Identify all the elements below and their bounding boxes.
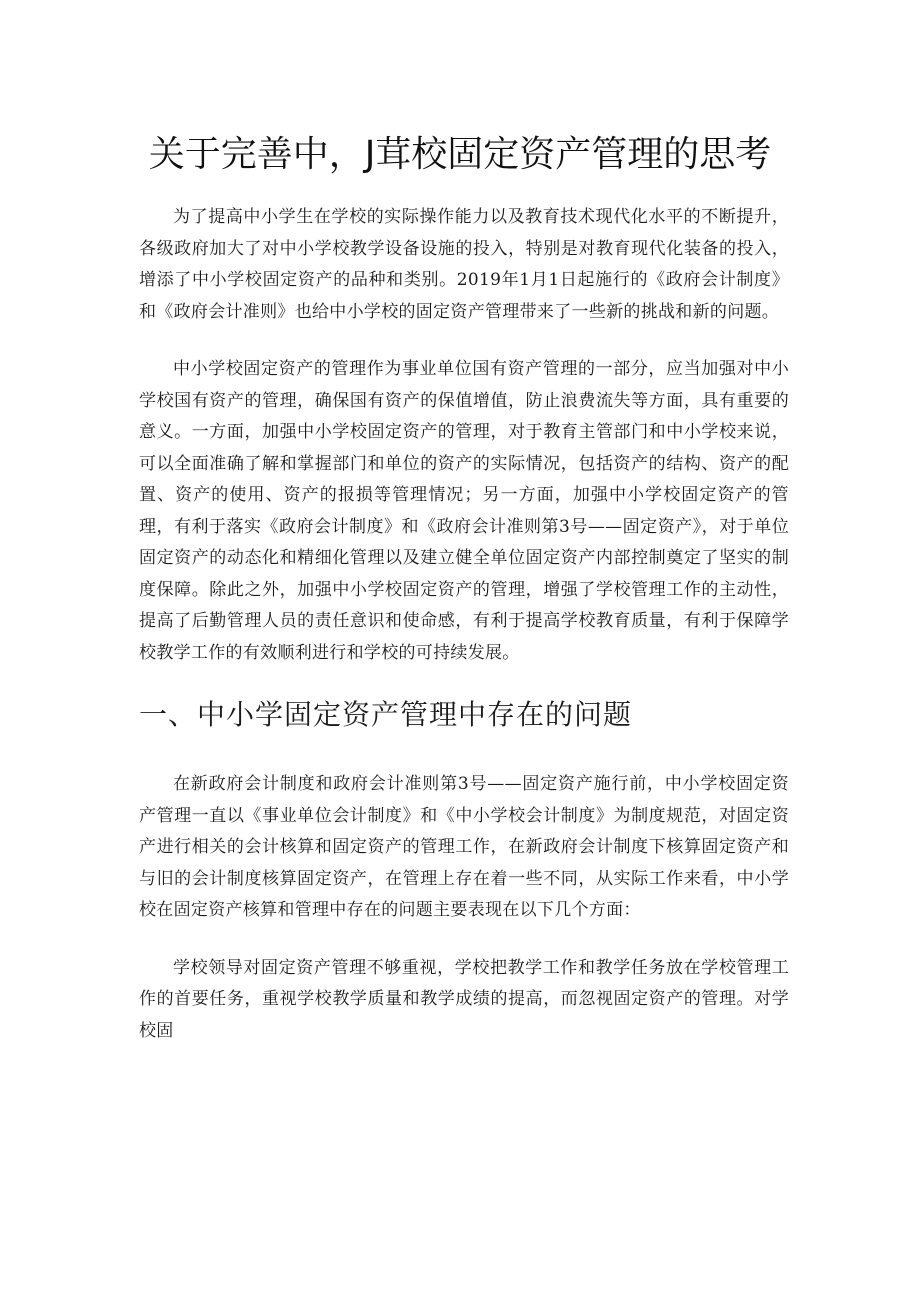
intro-paragraph-2: 中小学校固定资产的管理作为事业单位国有资产管理的一部分，应当加强对中小学校国有资产的管理，确保国有资产的保值增值，防止浪费流失等方面，具有重要的意义。一方面，加强中小学校固定资产的管理，对于教育主管部门和中小学校来说，可以全面准确了解和掌握部门和单位的资产的实际情况，包括资产的结构、资产的配置、资产的使用、资产的报损等管理情况；另一方面，加强中小学校固定资产的管理，有利于落实《政府会计制度》和《政府会计准则第3号——固定资产》，对于单位固定资产的动态化和精细化管理以及建立健全单位固定资产内部控制奠定了坚实的制度保障。除此之外，加强中小学校固定资产的管理，增强了学校管理工作的主动性，提高了后勤管理人员的责任意识和使命感，有利于提高学校教育质量，有利于保障学校教学工作的有效顺利进行和学校的可持续发展。 xyxy=(139,359,789,663)
section-heading-1: 一、中小学固定资产管理中存在的问题 xyxy=(139,698,633,731)
intro-paragraph-1: 为了提高中小学生在学校的实际操作能力以及教育技术现代化水平的不断提升，各级政府加大了对中小学校教学设备设施的投入，特别是对教育现代化装备的投入，增添了中小学校固定资产的品种和类别。2019年1月1日起施行的《政府会计制度》和《政府会计准则》也给中小学校的固定资产管理带来了一些新的挑战和新的问题。 xyxy=(139,207,789,322)
section-1-paragraph-2: 学校领导对固定资产管理不够重视，学校把教学工作和教学任务放在学校管理工作的首要任务，重视学校教学质量和教学成绩的提高，而忽视固定资产的管理。对学校固 xyxy=(139,957,789,1041)
document-body xyxy=(139,202,789,1073)
section-1-paragraph-1: 在新政府会计制度和政府会计准则第3号——固定资产施行前，中小学校固定资产管理一直以《事业单位会计制度》和《中小学校会计制度》为制度规范，对固定资产进行相关的会计核算和固定资产的管理工作，在新政府会计制度下核算固定资产和与旧的会计制度核算固定资产，在管理上存在着一些不同，从实际工作来看，中小学校在固定资产核算和管理中存在的问题主要表现在以下几个方面： xyxy=(139,774,789,920)
document-title: 关于完善中，J茸校固定资产管理的思考 xyxy=(148,134,772,175)
